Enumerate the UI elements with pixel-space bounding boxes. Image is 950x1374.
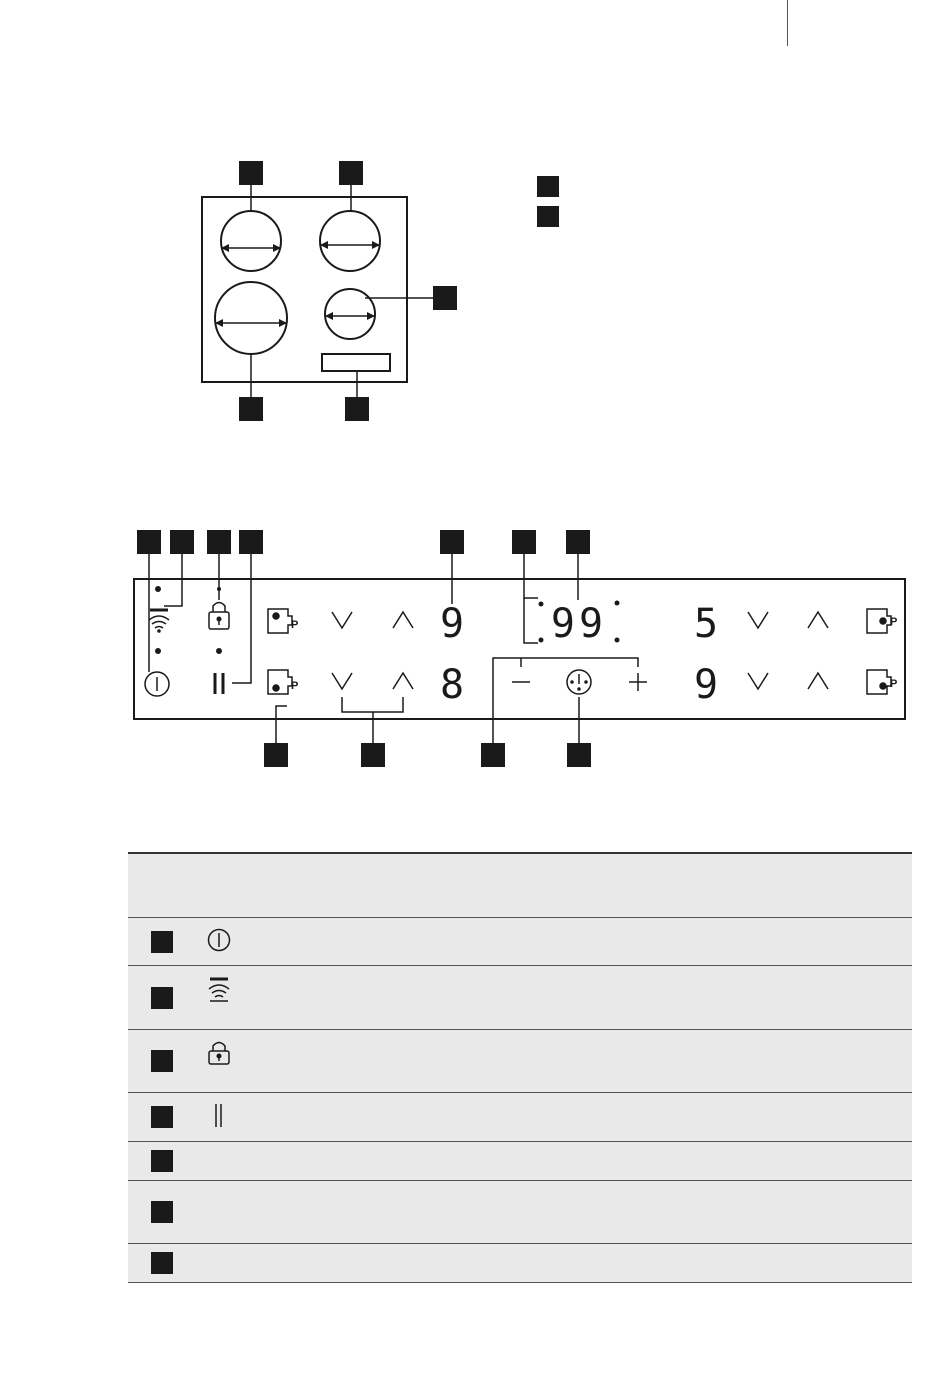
on-off-icon <box>207 928 231 954</box>
timer-dot <box>615 601 620 606</box>
indicator-dot <box>155 586 161 592</box>
callout-box <box>151 1150 173 1172</box>
on-off-icon <box>145 672 169 696</box>
callout-box <box>151 1252 173 1274</box>
lock-icon <box>209 603 229 630</box>
table-header-row <box>128 853 912 918</box>
table-row <box>128 1244 912 1283</box>
callout-box <box>137 530 161 554</box>
timer-dot <box>539 602 544 607</box>
timer-icon <box>567 670 591 694</box>
indicator-dot <box>155 648 161 654</box>
up-arrow-icon <box>393 673 413 689</box>
callout-box <box>151 931 173 953</box>
up-arrow-icon <box>393 612 413 628</box>
up-arrow-icon <box>808 673 828 689</box>
pause-icon <box>207 1103 231 1129</box>
callout-box <box>151 1106 173 1128</box>
callout-box <box>207 530 231 554</box>
callout-box <box>512 530 536 554</box>
callout-box <box>481 743 505 767</box>
timer-dot <box>615 638 620 643</box>
callout-box <box>239 530 263 554</box>
indicator-dot <box>216 648 222 654</box>
table-row <box>128 918 912 966</box>
callout-box <box>264 743 288 767</box>
callout-box <box>361 743 385 767</box>
table-row <box>128 1181 912 1244</box>
power-boost-icon <box>268 609 292 633</box>
down-arrow-icon <box>332 673 352 689</box>
display-digit: 8 <box>439 662 465 708</box>
callout-box <box>151 987 173 1009</box>
down-arrow-icon <box>748 612 768 628</box>
callout-box <box>170 530 194 554</box>
up-arrow-icon <box>808 612 828 628</box>
power-boost-icon <box>268 670 292 694</box>
timer-dot <box>539 638 544 643</box>
down-arrow-icon <box>332 612 352 628</box>
callout-box <box>440 530 464 554</box>
down-arrow-icon <box>748 673 768 689</box>
display-digit: 5 <box>693 601 719 647</box>
power-boost-letter: P <box>890 616 898 628</box>
callout-box <box>566 530 590 554</box>
legend-table <box>128 852 912 1283</box>
power-boost-letter: P <box>890 678 898 690</box>
display-digit: 9 <box>693 662 719 708</box>
hob2hood-icon <box>207 976 231 1002</box>
power-boost-icon <box>867 670 891 694</box>
pause-icon <box>215 673 223 694</box>
hob2hood-icon <box>149 610 169 632</box>
callout-box <box>151 1201 173 1223</box>
timer-display: 99 <box>550 601 608 647</box>
display-digit: 9 <box>439 601 465 647</box>
lock-icon <box>207 1040 231 1066</box>
callout-box <box>567 743 591 767</box>
power-boost-icon <box>867 609 891 633</box>
indicator-dot <box>217 587 221 591</box>
plus-icon <box>629 673 647 691</box>
table-row <box>128 966 912 1030</box>
control-panel-outline <box>134 579 905 719</box>
power-boost-letter: P <box>291 680 299 692</box>
table-row <box>128 1142 912 1181</box>
table-row <box>128 1093 912 1142</box>
table-row <box>128 1030 912 1093</box>
callout-box <box>151 1050 173 1072</box>
power-boost-letter: P <box>291 619 299 631</box>
